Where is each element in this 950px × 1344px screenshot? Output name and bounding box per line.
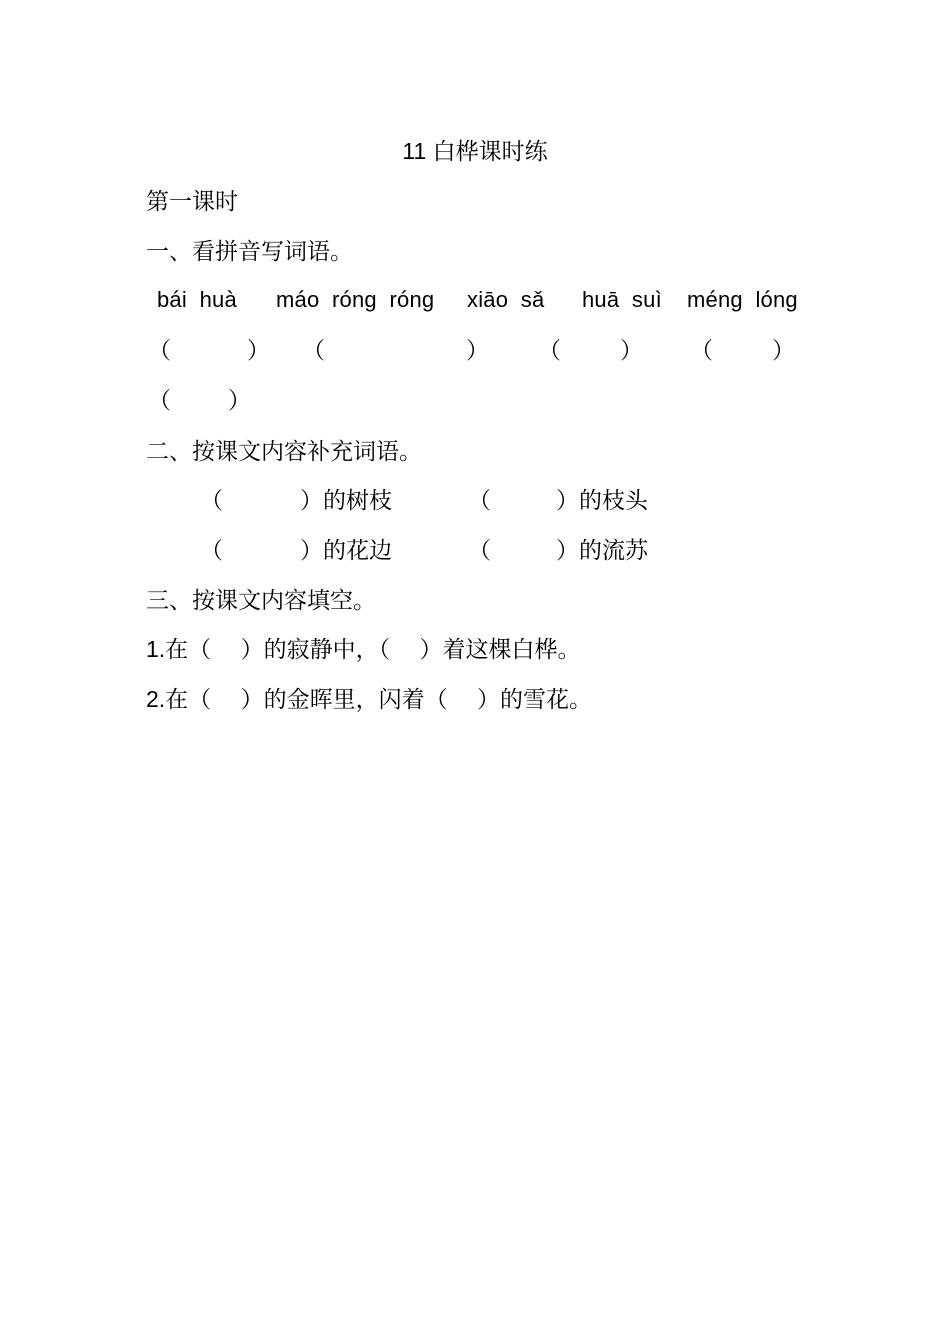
- pinyin-1: bái huà: [157, 287, 237, 312]
- blank-3-open: （: [538, 337, 561, 363]
- s2-item-3: ）的花边: [300, 537, 392, 563]
- blank-5-open: （: [148, 387, 171, 413]
- blank-3-close: ）: [620, 337, 643, 363]
- pinyin-5: méng lóng: [687, 287, 798, 312]
- section1-heading: 一、看拼音写词语。: [146, 238, 353, 264]
- s2-blank-4-open: （: [468, 537, 491, 563]
- question-2: 2.在（ ）的金晖里，闪着（ ）的雪花。: [146, 686, 592, 712]
- question-1: 1.在（ ）的寂静中，（ ）着这棵白桦。: [146, 636, 581, 662]
- section2-heading: 二、按课文内容补充词语。: [146, 438, 422, 464]
- s2-blank-1-open: （: [200, 487, 223, 513]
- lesson-label: 第一课时: [146, 188, 238, 214]
- pinyin-3: xiāo sǎ: [467, 287, 545, 312]
- pinyin-4: huā suì: [582, 287, 662, 312]
- s2-item-1: ）的树枝: [300, 487, 392, 513]
- blank-4-open: （: [690, 337, 713, 363]
- pinyin-2: máo róng róng: [276, 287, 435, 312]
- page-title: 11 白桦课时练: [402, 138, 548, 164]
- s2-item-2: ）的枝头: [556, 487, 648, 513]
- s2-item-4: ）的流苏: [556, 537, 648, 563]
- section3-heading: 三、按课文内容填空。: [146, 587, 376, 613]
- blank-1-open: （: [148, 337, 171, 363]
- s2-blank-2-open: （: [468, 487, 491, 513]
- blank-5-close: ）: [228, 387, 251, 413]
- blank-1-close: ）: [247, 337, 270, 363]
- blank-2-open: （: [302, 337, 325, 363]
- blank-2-close: ）: [466, 337, 489, 363]
- s2-blank-3-open: （: [200, 537, 223, 563]
- blank-4-close: ）: [772, 337, 795, 363]
